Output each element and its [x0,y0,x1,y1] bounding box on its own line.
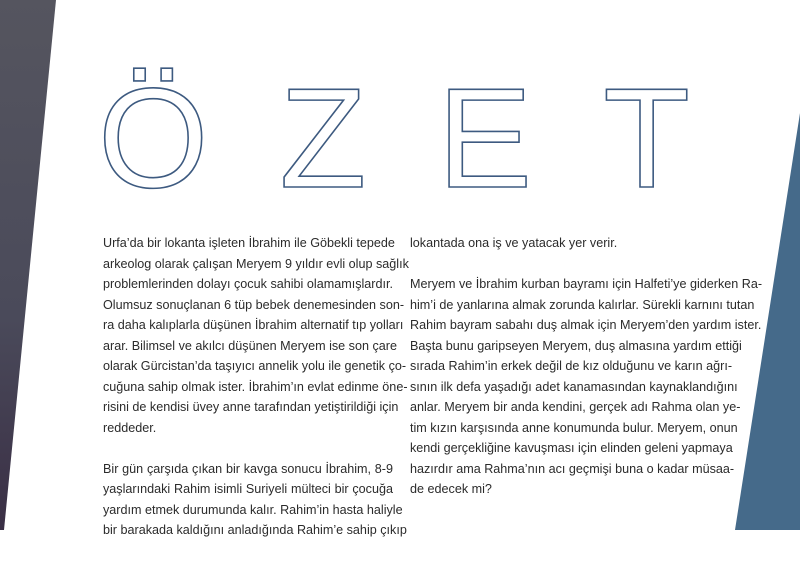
text-line: Bir gün çarşıda çıkan bir kavga sonucu İbrahim, 8-9 [103,461,393,476]
text-line: kendi gerçekliğine kavuşması için elinden geleni yapmaya [410,441,733,455]
text-line: Urfa’da bir lokanta işleten İbrahim ile Göbekli tepede [103,236,395,250]
text-line: Başta bunu garipseyen Meryem, duş almasına yardım ettiği [410,338,742,353]
text-line: him’i de yanlarına almak zorunda kalırlar. Sürekli karnını tutan [410,297,755,312]
paragraph [103,459,407,541]
text-line: lokantada ona iş ve yatacak yer verir. [410,236,618,250]
text-line: arar. Bilimsel ve akılcı düşünen Meryem ise son çare [103,338,397,353]
text-line: sırada Rahim’in erkek değil de kız olduğunu ve karın ağrı- [410,359,733,373]
text-line: bir barakada kaldığını anladığında Rahim’e sahip çıkıp [103,523,407,537]
text-line: sının ilk defa yaşadığı adet kanamasından kaynaklandığını [410,379,738,394]
text-line: problemlerinden dolayı çocuk sahibi olamamışlardır. [103,277,393,291]
summary-column-1 [103,233,409,561]
text-line: Meryem ve İbrahim kurban bayramı için Halfeti’ye giderken Ra- [410,277,763,291]
text-line: Rahim bayram sabahı duş almak için Meryem’den yardım ister. [410,318,762,332]
text-line: olarak Gürcistan’da taşıyıcı annelik yolu ile genetik ço- [103,359,407,373]
text-line: risini de kendisi üvey anne tarafından yetiştirildiği için [103,400,399,414]
page-title: ÖZET [98,59,690,218]
text-line: yaşlarındaki Rahim isimli Suriyeli mülteci bir çocuğa [103,482,393,496]
text-line: anlar. Meryem bir anda kendini, gerçek adı Rahma olan ye- [410,400,741,414]
text-line: tim kızın karşısında anne konumunda bulur. Meryem, onun [410,420,738,435]
text-line: reddeder. [103,420,157,435]
text-line: Olumsuz sonuçlanan 6 tüp bebek denemesinden son- [103,297,405,312]
text-line: de edecek mi? [410,482,492,496]
text-line: arkeolog olarak çalışan Meryem 9 yıldır evli olup sağlık [103,256,409,271]
text-line: hazırdır ama Rahma’nın acı geçmişi buna o kadar müsaa- [410,461,735,476]
text-line: yardım etmek durumunda kalır. Rahim’in hasta haliyle [103,502,403,517]
text-line: ra daha kalıplarla düşünen İbrahim alternatif tıp yolları [103,318,404,332]
paragraph [410,274,763,500]
text-line: cuğuna sahip olmak ister. İbrahim’ın evlat edinme öne- [103,379,408,394]
paragraph [103,233,409,438]
summary-column-2 [410,233,763,520]
paragraph [410,233,700,254]
